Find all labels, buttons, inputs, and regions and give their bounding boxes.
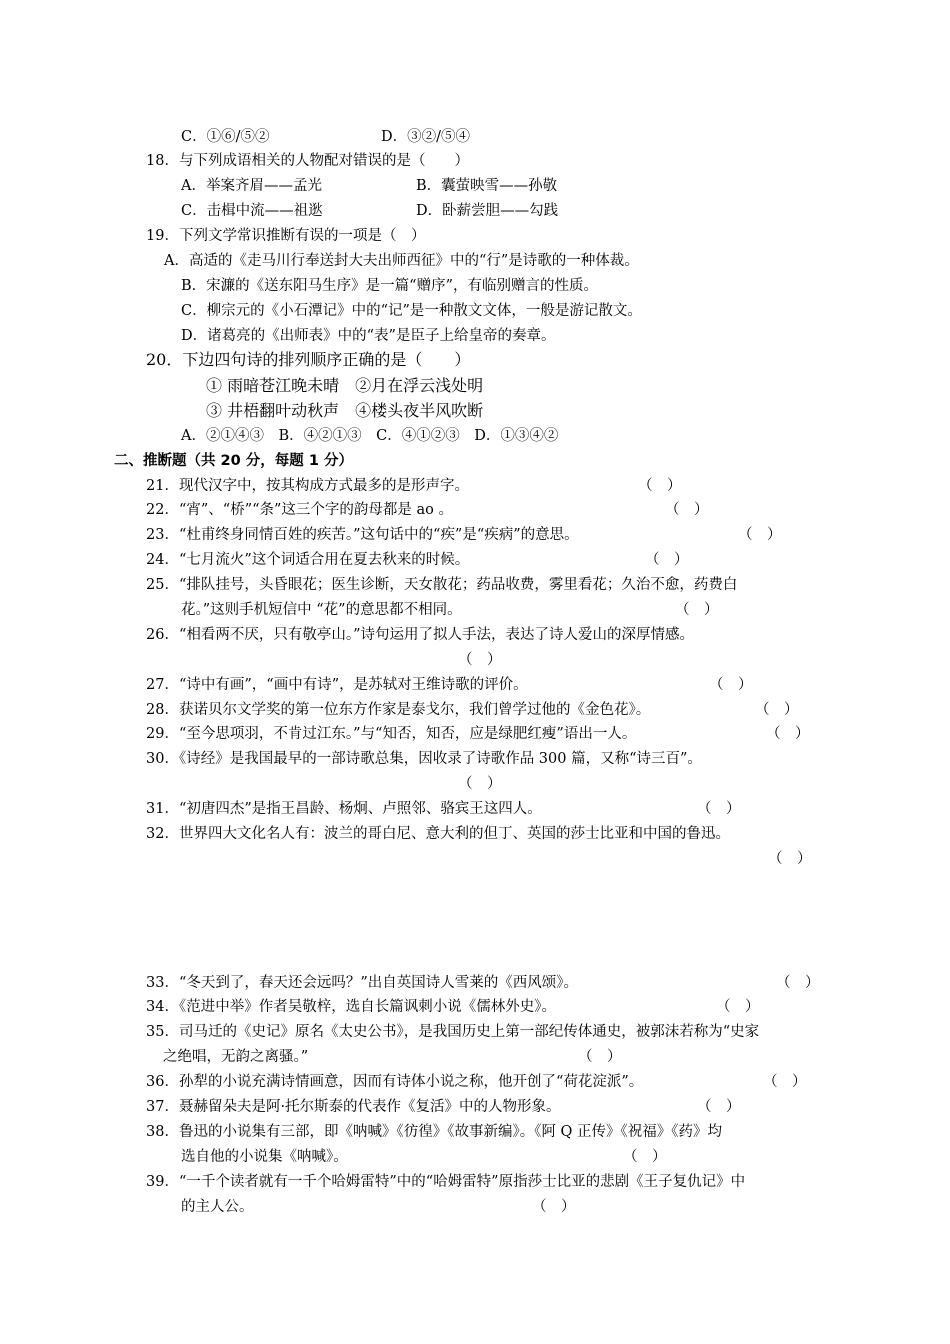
q20-poem-line-1: ① 雨暗苍江晚未晴 ②月在浮云浅处明 <box>206 376 484 395</box>
answer-blank-21[interactable]: （ ） <box>638 478 682 494</box>
q20-poem-line-2: ③ 井梧翻叶动秋声 ④楼头夜半风吹断 <box>206 401 484 420</box>
answer-blank-36[interactable]: （ ） <box>763 1074 807 1090</box>
item-26: 26．“相看两不厌，只有敬亭山。”诗句运用了拟人手法，表达了诗人爱山的深厚情感。 <box>146 627 695 643</box>
q18-option-b: B．囊萤映雪——孙敬 <box>416 178 558 194</box>
q19-stem: 19．下列文学常识推断有误的一项是（ ） <box>146 228 426 244</box>
q18-stem: 18．与下列成语相关的人物配对错误的是（ ） <box>146 153 469 169</box>
item-31: 31．“初唐四杰”是指王昌龄、杨炯、卢照邻、骆宾王这四人。 <box>146 801 542 817</box>
item-22: 22．“宵”、“桥”“条”这三个字的韵母都是 ao 。 <box>146 502 454 518</box>
q18-option-c: C．击楫中流——祖逖 <box>181 203 323 219</box>
q19-option-d: D．诸葛亮的《出师表》中的“表”是臣子上给皇帝的奏章。 <box>181 328 556 344</box>
item-38-line-2: 选自他的小说集《呐喊》。 <box>181 1149 348 1165</box>
answer-blank-25[interactable]: （ ） <box>675 602 719 618</box>
answer-blank-24[interactable]: （ ） <box>645 552 689 568</box>
item-39-line-2: 的主人公。 <box>181 1199 254 1215</box>
answer-blank-32[interactable]: （ ） <box>768 851 812 867</box>
q19-option-b: B．宋濂的《送东阳马生序》是一篇“赠序”，有临别赠言的性质。 <box>181 278 598 294</box>
answer-blank-33[interactable]: （ ） <box>776 975 820 991</box>
q20-stem: 20．下边四句诗的排列顺序正确的是（ ） <box>146 350 471 369</box>
q18-option-a: A．举案齐眉——孟光 <box>181 178 322 194</box>
item-25-line-1: 25．“排队挂号，头昏眼花；医生诊断，天女散花；药品收费，雾里看花；久治不愈，药费白 <box>146 577 738 593</box>
item-34: 34．《范进中举》作者吴敬梓，选自长篇讽刺小说《儒林外史》。 <box>146 999 556 1015</box>
answer-blank-29[interactable]: （ ） <box>766 726 810 742</box>
q17-option-d: D．③②/⑤④ <box>381 129 471 145</box>
item-30: 30．《诗经》是我国最早的一部诗歌总集，因收录了诗歌作品 300 篇，又称“诗三百”。 <box>146 751 702 767</box>
answer-blank-34[interactable]: （ ） <box>716 999 760 1015</box>
answer-blank-38[interactable]: （ ） <box>623 1149 667 1165</box>
answer-blank-30[interactable]: （ ） <box>458 776 502 792</box>
item-35-line-1: 35．司马迁的《史记》原名《太史公书》，是我国历史上第一部纪传体通史，被郭沫若称为“史家 <box>146 1024 760 1040</box>
item-25-line-2: 花。”这则手机短信中 “花”的意思都不相同。 <box>181 602 462 618</box>
section-2-title: 二、推断题（共 20 分，每题 1 分） <box>114 453 353 469</box>
item-36: 36．孙犁的小说充满诗情画意，因而有诗体小说之称，他开创了“荷花淀派”。 <box>146 1074 644 1090</box>
answer-blank-31[interactable]: （ ） <box>697 801 741 817</box>
q19-option-a: A．高适的《走马川行奉送封大夫出师西征》中的“行”是诗歌的一种体裁。 <box>164 253 639 269</box>
answer-blank-22[interactable]: （ ） <box>665 502 709 518</box>
q18-option-d: D．卧薪尝胆——勾践 <box>416 203 559 219</box>
item-29: 29．“至今思项羽，不肯过江东。”与“知否，知否，应是绿肥红瘦”语出一人。 <box>146 726 637 742</box>
q19-option-c: C．柳宗元的《小石潭记》中的“记”是一种散文文体，一般是游记散文。 <box>181 303 642 319</box>
answer-blank-35[interactable]: （ ） <box>578 1049 622 1065</box>
item-37: 37．聂赫留朵夫是阿·托尔斯泰的代表作《复活》中的人物形象。 <box>146 1099 561 1115</box>
q20-options: A．②①④③ B．④②①③ C．④①②③ D．①③④② <box>181 428 559 444</box>
answer-blank-27[interactable]: （ ） <box>709 677 753 693</box>
item-27: 27．“诗中有画”，“画中有诗”，是苏轼对王维诗歌的评价。 <box>146 677 528 693</box>
item-21: 21．现代汉字中，按其构成方式最多的是形声字。 <box>146 478 469 494</box>
item-39-line-1: 39．“一千个读者就有一千个哈姆雷特”中的“哈姆雷特”原指莎士比亚的悲剧《王子复仇记》中 <box>146 1174 746 1190</box>
item-24: 24．“七月流火”这个词适合用在夏去秋来的时候。 <box>146 552 470 568</box>
q17-option-c: C．①⑥/⑤② <box>181 129 270 145</box>
item-33: 33．“冬天到了，春天还会远吗？”出自英国诗人雪莱的《西风颂》。 <box>146 975 579 991</box>
item-28: 28．获诺贝尔文学奖的第一位东方作家是泰戈尔，我们曾学过他的《金色花》。 <box>146 702 651 718</box>
answer-blank-39[interactable]: （ ） <box>532 1199 576 1215</box>
answer-blank-26[interactable]: （ ） <box>458 652 502 668</box>
item-35-line-2: 之绝唱，无韵之离骚。” <box>163 1049 309 1065</box>
answer-blank-37[interactable]: （ ） <box>697 1099 741 1115</box>
item-32: 32．世界四大文化名人有：波兰的哥白尼、意大利的但丁、英国的莎士比亚和中国的鲁迅。 <box>146 826 730 842</box>
item-38-line-1: 38．鲁迅的小说集有三部，即《呐喊》《彷徨》《故事新编》。《阿 Q 正传》《祝福》《药》均 <box>146 1124 723 1140</box>
answer-blank-23[interactable]: （ ） <box>738 527 782 543</box>
item-23: 23．“杜甫终身同情百姓的疾苦。”这句话中的“疾”是“疾病”的意思。 <box>146 527 579 543</box>
answer-blank-28[interactable]: （ ） <box>755 702 799 718</box>
